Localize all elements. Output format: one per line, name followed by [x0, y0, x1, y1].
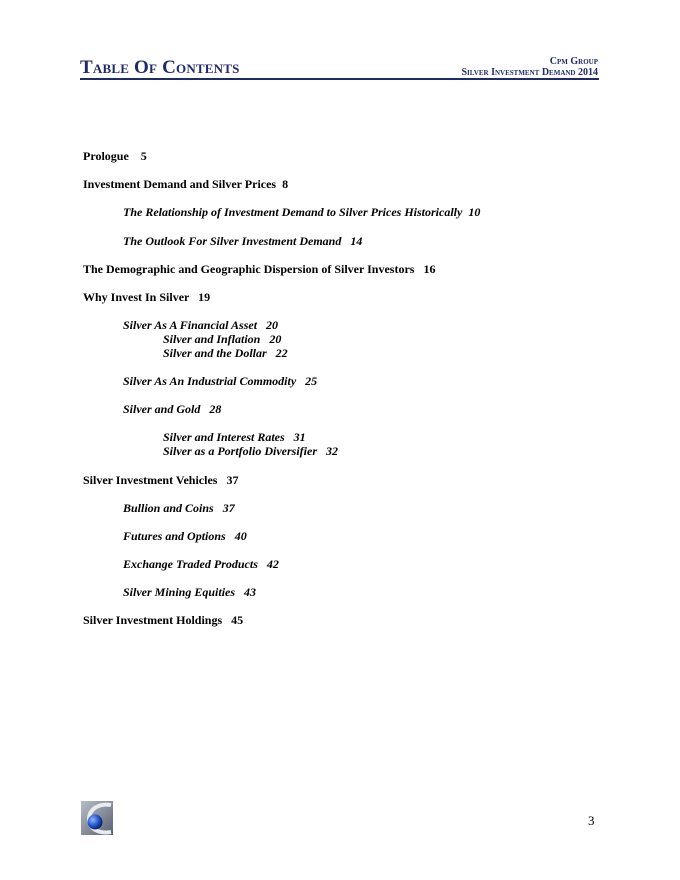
toc-section-entry: Why Invest In Silver 19: [83, 290, 211, 304]
company-name: Cpm Group: [549, 56, 598, 67]
toc-section-entry: The Demographic and Geographic Dispersion of Silver Investors 16: [83, 262, 436, 276]
toc-subsection-entry: Silver as a Portfolio Diversifier 32: [163, 444, 338, 458]
toc-subsection-entry: Silver As An Industrial Commodity 25: [123, 374, 318, 388]
toc-subsection-entry: Silver and Interest Rates 31: [163, 430, 306, 444]
toc-subsection-entry: Futures and Options 40: [123, 529, 247, 543]
cpm-globe-logo-icon: [81, 801, 113, 835]
toc-subsection-entry: Silver and the Dollar 22: [163, 346, 288, 360]
page-number: 3: [588, 813, 595, 828]
toc-section-entry: Investment Demand and Silver Prices 8: [83, 177, 289, 191]
report-title: Silver Investment Demand 2014: [461, 67, 598, 78]
toc-subsection-entry: Exchange Traded Products 42: [123, 557, 279, 571]
toc-subsection-entry: The Outlook For Silver Investment Demand 14: [123, 234, 363, 248]
toc-section-entry: Silver Investment Vehicles 37: [83, 473, 239, 487]
toc-section-entry: Prologue 5: [83, 149, 147, 163]
page-title: Table Of Contents: [80, 57, 240, 78]
toc-subsection-entry: Silver Mining Equities 43: [123, 585, 257, 599]
toc-subsection-entry: Silver and Gold 28: [123, 402, 222, 416]
toc-subsection-entry: Silver As A Financial Asset 20: [123, 318, 279, 332]
toc-subsection-entry: Bullion and Coins 37: [123, 501, 235, 515]
toc-section-entry: Silver Investment Holdings 45: [83, 613, 244, 627]
toc-subsection-entry: The Relationship of Investment Demand to Silver Prices Historically 10: [123, 205, 481, 219]
header-report-info: [462, 56, 599, 78]
toc-subsection-entry: Silver and Inflation 20: [163, 332, 282, 346]
header-divider: [80, 78, 599, 80]
